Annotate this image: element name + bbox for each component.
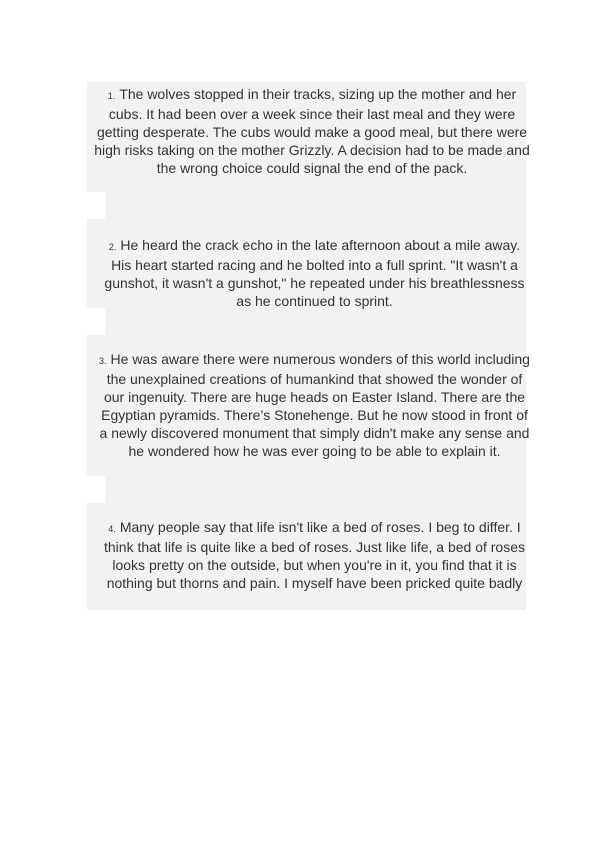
paragraph-number: 2.	[108, 242, 117, 252]
paragraph-4	[97, 518, 532, 592]
highlight-gap	[87, 192, 105, 219]
paragraph-3	[97, 350, 532, 460]
highlight-gap	[87, 308, 105, 335]
paragraph-2	[97, 236, 532, 310]
paragraph-text: He was aware there were numerous wonders of this world including the unexplained creations of humankind that showed the wonder of our ingenuity. There are huge heads on Easter Island. There are the Egyptian pyramids. There’s Stonehenge. But he now stood in front of a newly discovered monument that simply didn't make any sense and he wondered how he was ever going to be able to explain it.	[99, 351, 530, 459]
paragraph-number: 1.	[107, 91, 116, 101]
paragraph-1	[92, 85, 532, 177]
paragraph-number: 4.	[108, 524, 116, 534]
paragraph-number: 3.	[99, 356, 107, 366]
paragraph-text: He heard the crack echo in the late afternoon about a mile away. His heart started racing and he bolted into a full sprint. "It wasn't a gunshot, it wasn't a gunshot," he repeated under his breathlessness as he continued to sprint.	[104, 237, 525, 309]
paragraph-text: The wolves stopped in their tracks, sizing up the mother and her cubs. It had been over a week since their last meal and they were getting desperate. The cubs would make a good meal, but there were high risks taking on the mother Grizzly. A decision had to be made and the wrong choice could signal the end of the pack.	[94, 86, 530, 176]
paragraph-text: Many people say that life isn't like a bed of roses. I beg to differ. I think that life is quite like a bed of roses. Just like life, a bed of roses looks pretty on the outside, but when you're in it, you find that it is nothing but thorns and pain. I myself have been pricked quite badly	[104, 519, 525, 591]
highlight-gap	[87, 476, 105, 503]
